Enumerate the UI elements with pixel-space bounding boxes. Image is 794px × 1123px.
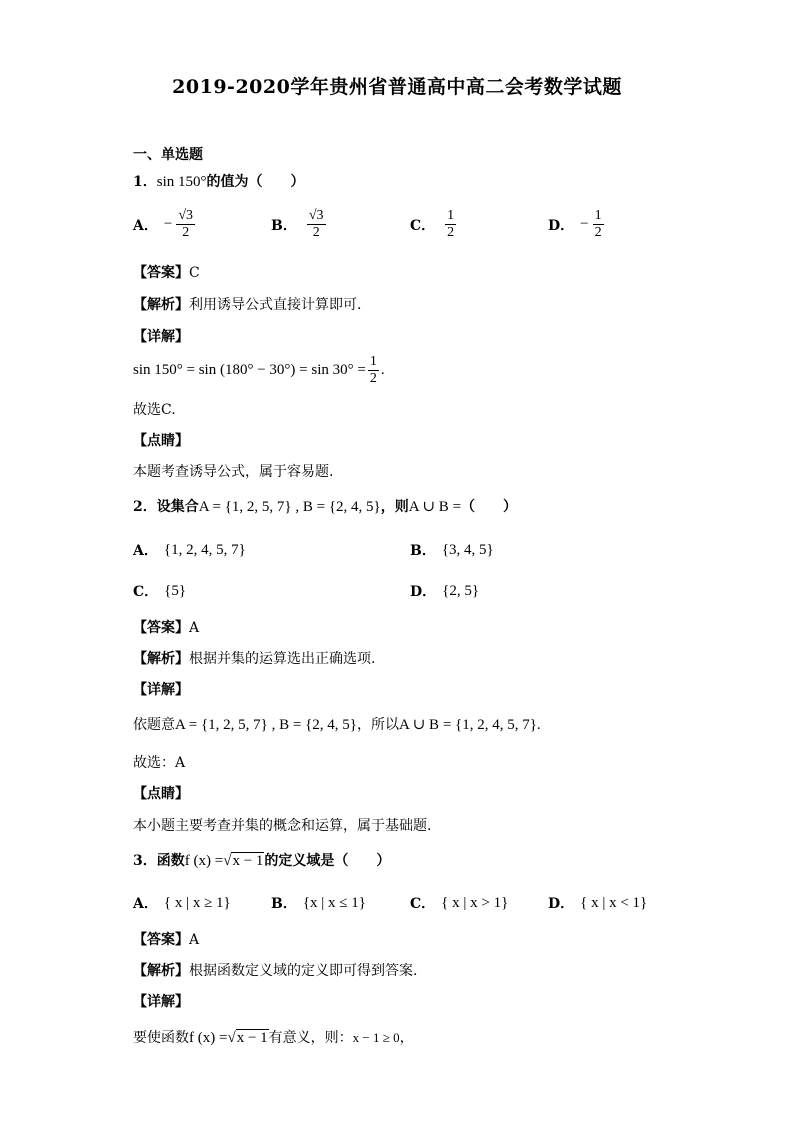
question-3-option-b: B． {x | x ≤ 1} (271, 894, 366, 912)
question-3-option-d: D． { x | x < 1} (548, 894, 648, 912)
question-1-analysis: 【解析】利用诱导公式直接计算即可. (133, 297, 362, 313)
question-1-comment-label: 【点睛】 (133, 433, 189, 449)
fraction: $\frac{1}{2}$ (447, 208, 455, 240)
question-2-comment: 本小题主要考查并集的概念和运算，属于基础题. (133, 818, 432, 834)
question-2-option-c: C． {5} (133, 582, 187, 600)
question-3-option-a: A． { x | x ≥ 1} (133, 894, 231, 912)
question-1-option-b: B． $\frac{√3}{2}$ (271, 208, 324, 240)
question-1-detail-equation: sin 150° = sin (180° − 30°) = sin 30° = $\frac{1}{2}$ . (133, 354, 385, 386)
question-2-choose: 故选：A (133, 755, 186, 771)
question-1-stem: 1．sin 150°的值为（ ） (133, 174, 305, 190)
sqrt-sign: √ (223, 853, 232, 869)
question-2-option-d: D． {2, 5} (410, 582, 480, 600)
question-2-detail-label: 【详解】 (133, 682, 189, 698)
question-2-option-b: B． {3, 4, 5} (410, 541, 494, 559)
fraction: $\frac{√3}{2}$ (308, 208, 324, 240)
question-2-option-a: A． {1, 2, 4, 5, 7} (133, 541, 246, 559)
question-1-choose: 故选C. (133, 402, 176, 418)
radicand: x − 1 (236, 1030, 268, 1046)
question-1-option-c: C． $\frac{1}{2}$ (410, 208, 455, 240)
question-1-answer: 【答案】C (133, 265, 200, 281)
question-2-detail: 依题意A = {1, 2, 5, 7} , B = {2, 4, 5}，所以A ∪ B = {1, 2, 4, 5, 7}. (133, 717, 541, 733)
fraction: $\frac{1}{2}$ (594, 208, 602, 240)
section-heading: 一、单选题 (133, 147, 203, 163)
question-2-analysis: 【解析】根据并集的运算选出正确选项. (133, 651, 376, 667)
radicand: x − 1 (232, 853, 264, 869)
question-3-detail: 要使函数f (x) =√x − 1有意义，则：x − 1 ≥ 0， (133, 1030, 414, 1046)
page-title: 2019-2020学年贵州省普通高中高二会考数学试题 (172, 76, 622, 98)
question-1-option-a: A． − $\frac{√3}{2}$ (133, 208, 194, 240)
question-3-detail-label: 【详解】 (133, 994, 189, 1010)
question-3-analysis: 【解析】根据函数定义域的定义即可得到答案. (133, 963, 418, 979)
sqrt-sign: √ (227, 1030, 236, 1046)
question-2-comment-label: 【点睛】 (133, 786, 189, 802)
question-2-stem: 2．设集合A = {1, 2, 5, 7} , B = {2, 4, 5}，则A ∪ B =（ ） (133, 499, 518, 515)
question-3-answer: 【答案】A (133, 932, 200, 948)
question-1-option-d: D． − $\frac{1}{2}$ (548, 208, 602, 240)
question-1-comment: 本题考查诱导公式，属于容易题. (133, 464, 334, 480)
question-3-option-c: C． { x | x > 1} (410, 894, 509, 912)
question-3-stem: 3．函数f (x) =√x − 1的定义域是（ ） (133, 853, 391, 869)
question-1-detail-label: 【详解】 (133, 329, 189, 345)
fraction: $\frac{√3}{2}$ (178, 208, 194, 240)
fraction: $\frac{1}{2}$ (369, 354, 377, 386)
question-2-answer: 【答案】A (133, 620, 200, 636)
